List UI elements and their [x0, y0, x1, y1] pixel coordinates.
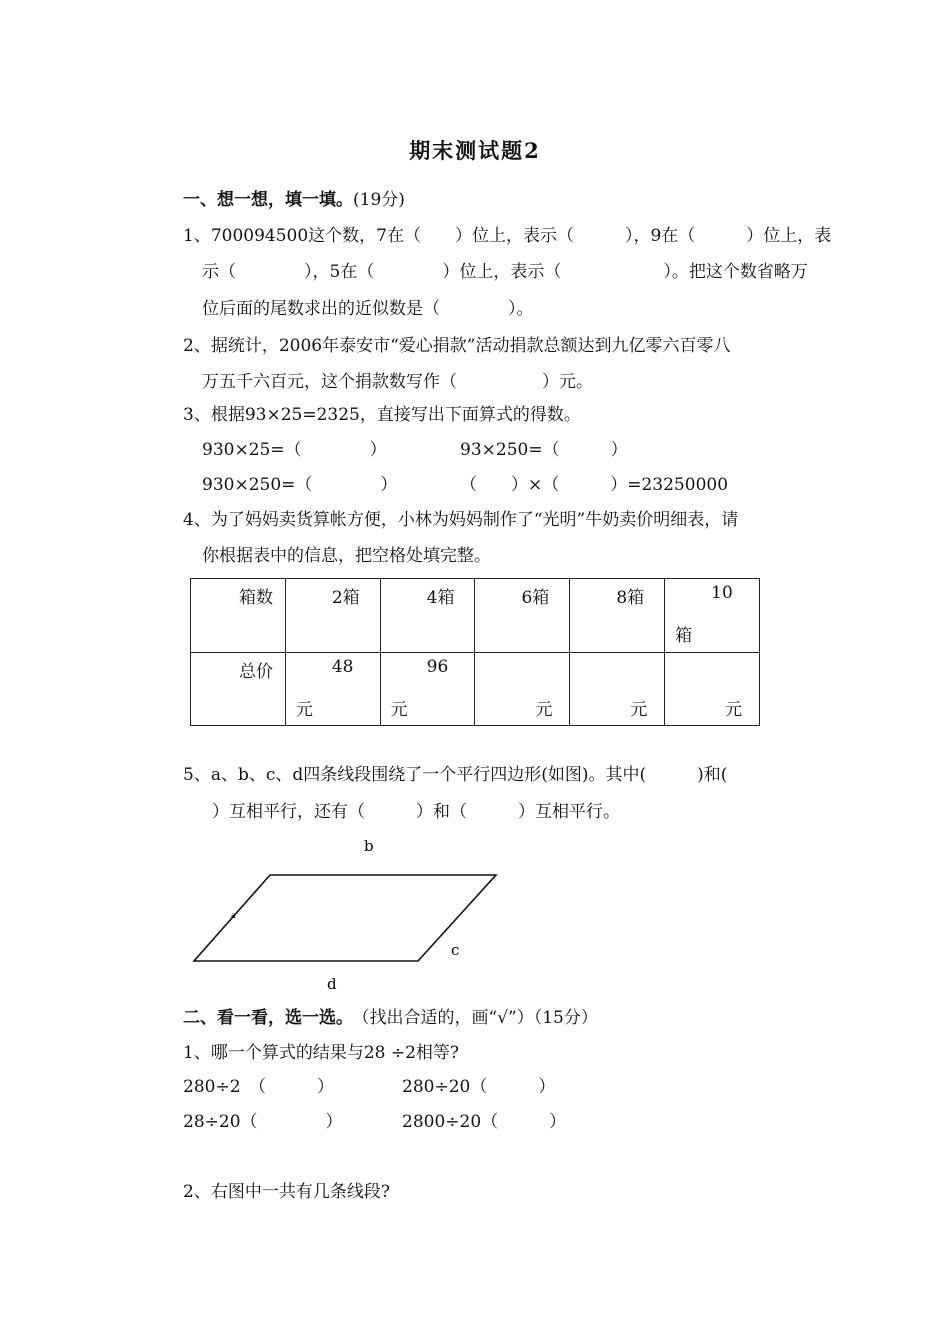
cell-96: 96	[426, 656, 449, 677]
table-cell	[191, 579, 286, 653]
table-cell	[285, 579, 380, 653]
q1-line2: 示（ ），5在（ ）位上，表示（ ）。把这个数省略万	[202, 262, 808, 282]
s2-q1-line1: 1、哪一个算式的结果与28 ÷2相等?	[183, 1043, 460, 1063]
table-row	[191, 652, 760, 726]
price-table	[190, 578, 760, 726]
cell-4-boxes: 4箱	[426, 588, 455, 608]
cell-10-number: 10	[711, 583, 733, 603]
label-c: c	[451, 941, 460, 959]
table-cell	[475, 652, 570, 726]
label-d: d	[327, 975, 337, 993]
q1-line1: 1、700094500这个数，7在（ ）位上，表示（ ），9在（ ）位上，表	[183, 226, 832, 246]
q3-expr-b: 93×250=（ ）	[460, 440, 628, 460]
cell-10-unit: 箱	[675, 626, 693, 646]
section2-instruction: （找出合适的，画“√”）（15分）	[361, 1008, 598, 1028]
table-cell	[475, 579, 570, 653]
label-a: a	[231, 911, 236, 920]
s2-q1-option-c: 28÷20（ ）	[183, 1112, 343, 1132]
page-title: 期末测试题2	[409, 138, 541, 163]
s2-q2-line1: 2、右图中一共有几条线段?	[183, 1182, 390, 1202]
q3-expr-d: （ ）×（ ）=23250000	[460, 475, 729, 495]
q5-line2: ）互相平行，还有（ ）和（ ）互相平行。	[212, 802, 620, 822]
cell-unit: 元	[295, 699, 313, 720]
q3-expr-a: 930×25=（ ）	[202, 440, 387, 460]
header-boxes: 箱数	[239, 588, 273, 608]
cell-unit: 元	[390, 699, 408, 720]
q1-line3: 位后面的尾数求出的近似数是（ ）。	[202, 299, 534, 319]
table-cell	[285, 652, 380, 726]
q3-expr-c: 930×250=（ ）	[202, 475, 398, 495]
cell-48: 48	[331, 656, 354, 677]
section1-heading: 一、想一想，填一填。	[183, 190, 353, 210]
table-cell	[380, 652, 475, 726]
q3-line1: 3、根据93×25=2325，直接写出下面算式的得数。	[183, 405, 581, 425]
table-cell	[570, 652, 665, 726]
section2-heading: 二、看一看，选一选。	[183, 1008, 353, 1028]
s2-q1-option-a: 280÷2 （ ）	[183, 1077, 335, 1097]
q5-line1: 5、a、b、c、d四条线段围绕了一个平行四边形(如图)。其中( )和(	[183, 765, 728, 785]
cell-6-boxes: 6箱	[521, 588, 550, 608]
parallelogram-figure	[185, 830, 515, 1000]
cell-unit: 元	[630, 699, 648, 720]
table-cell	[191, 652, 286, 726]
cell-unit: 元	[535, 699, 553, 720]
table-cell	[380, 579, 475, 653]
section1-heading-line	[183, 190, 405, 210]
label-b: b	[364, 837, 374, 855]
cell-8-boxes: 8箱	[616, 588, 645, 608]
table-row	[191, 579, 760, 653]
q2-line2: 万五千六百元，这个捐款数写作（ ）元。	[202, 372, 593, 392]
cell-2-boxes: 2箱	[331, 588, 360, 608]
q4-line2: 你根据表中的信息，把空格处填完整。	[202, 546, 491, 566]
table-cell	[665, 579, 760, 653]
table-cell	[665, 652, 760, 726]
section2-heading-line	[183, 1008, 598, 1028]
header-total: 总价	[239, 661, 273, 682]
section1-points: (19分)	[353, 190, 405, 210]
s2-q1-option-b: 280÷20（ ）	[402, 1077, 556, 1097]
q4-line1: 4、为了妈妈卖货算帐方便，小林为妈妈制作了“光明”牛奶卖价明细表，请	[183, 510, 739, 530]
cell-unit: 元	[725, 699, 743, 720]
s2-q1-option-d: 2800÷20（ ）	[402, 1112, 567, 1132]
table-cell	[570, 579, 665, 653]
q2-line1: 2、据统计，2006年泰安市“爱心捐款”活动捐款总额达到九亿零六百零八	[183, 336, 731, 356]
